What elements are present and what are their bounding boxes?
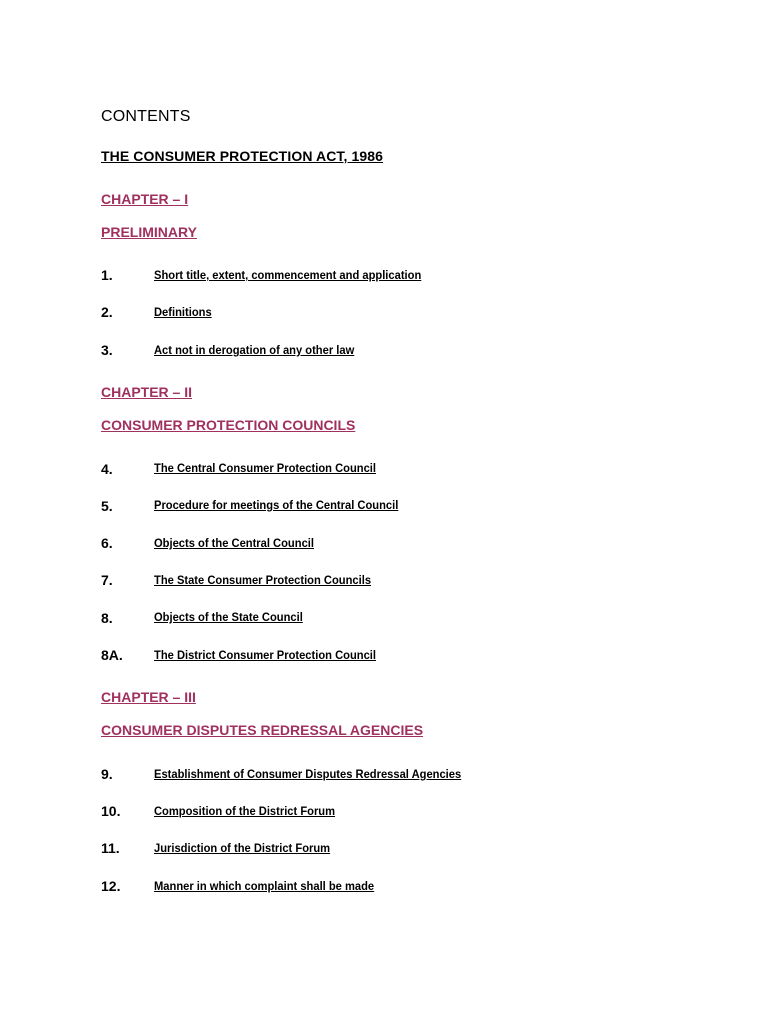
chapter-3-label[interactable]: CHAPTER – III (101, 689, 196, 705)
section-link-5[interactable]: Procedure for meetings of the Central Council (154, 498, 399, 512)
section-number-7: 7. (101, 572, 113, 588)
section-link-9[interactable]: Establishment of Consumer Disputes Redressal Agencies (154, 767, 462, 781)
section-number-10: 10. (101, 803, 121, 819)
section-link-11[interactable]: Jurisdiction of the District Forum (154, 841, 331, 855)
section-number-6: 6. (101, 535, 113, 551)
section-link-12[interactable]: Manner in which complaint shall be made (154, 879, 375, 893)
section-link-3[interactable]: Act not in derogation of any other law (154, 343, 355, 357)
section-number-11: 11. (101, 840, 120, 856)
section-number-3: 3. (101, 342, 113, 358)
section-number-4: 4. (101, 461, 113, 477)
chapter-1-label[interactable]: CHAPTER – I (101, 191, 189, 207)
section-link-8[interactable]: Objects of the State Council (154, 610, 303, 624)
section-link-10[interactable]: Composition of the District Forum (154, 804, 336, 818)
section-link-1[interactable]: Short title, extent, commencement and application (154, 268, 422, 282)
chapter-1-heading[interactable]: PRELIMINARY (101, 224, 197, 240)
section-number-5: 5. (101, 498, 113, 514)
section-number-1: 1. (101, 267, 113, 283)
section-link-4[interactable]: The Central Consumer Protection Council (154, 461, 376, 475)
section-number-8: 8. (101, 610, 113, 626)
contents-title: CONTENTS (101, 108, 191, 125)
section-link-8a[interactable]: The District Consumer Protection Council (154, 648, 376, 662)
chapter-3-heading[interactable]: CONSUMER DISPUTES REDRESSAL AGENCIES (101, 722, 424, 738)
section-link-2[interactable]: Definitions (154, 305, 212, 319)
act-title: THE CONSUMER PROTECTION ACT, 1986 (101, 148, 384, 164)
section-number-12: 12. (101, 878, 121, 894)
chapter-2-heading[interactable]: CONSUMER PROTECTION COUNCILS (101, 417, 356, 433)
section-number-9: 9. (101, 766, 113, 782)
section-number-2: 2. (101, 304, 113, 320)
chapter-2-label[interactable]: CHAPTER – II (101, 384, 193, 400)
section-link-6[interactable]: Objects of the Central Council (154, 536, 314, 550)
section-link-7[interactable]: The State Consumer Protection Councils (154, 573, 372, 587)
section-number-8a: 8A. (101, 647, 123, 663)
